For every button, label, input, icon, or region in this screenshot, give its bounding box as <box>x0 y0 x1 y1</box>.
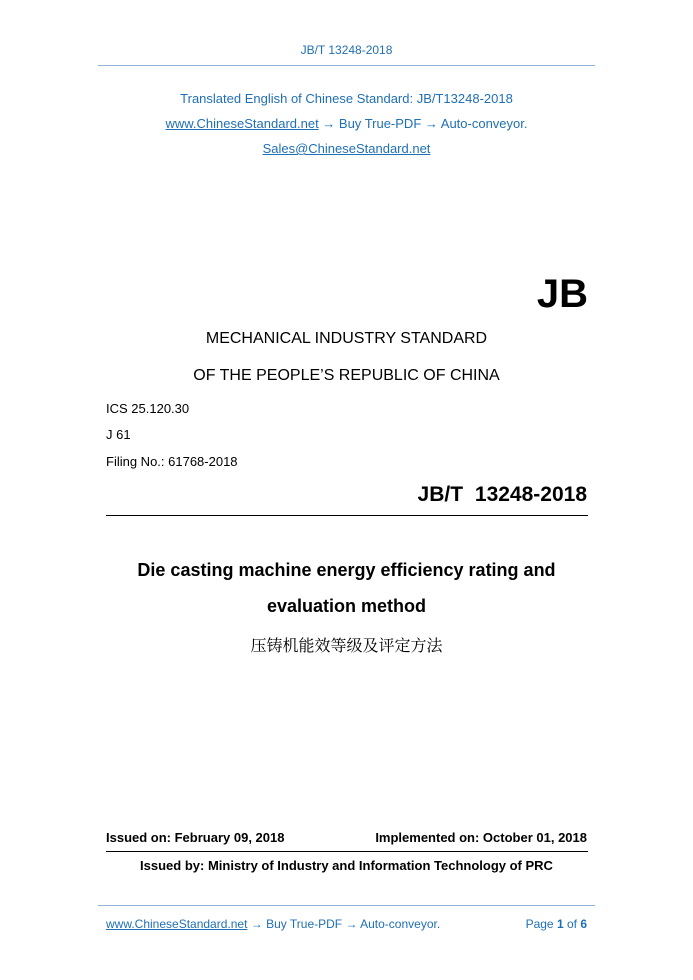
translation-note: Translated English of Chinese Standard: JB/T13248-2018 <box>180 91 513 106</box>
footer-purchase-line <box>106 917 440 931</box>
implemented-date: Implemented on: October 01, 2018 <box>375 830 587 845</box>
page-prefix: Page <box>525 917 557 931</box>
standard-type-line2: OF THE PEOPLE’S REPUBLIC OF CHINA <box>193 367 500 384</box>
dates-rule <box>106 851 588 852</box>
title-en-line1: Die casting machine energy efficiency rating and <box>137 560 556 580</box>
header-divider <box>98 65 595 66</box>
page-number: 1 <box>556 917 564 931</box>
purchase-text: → Buy True-PDF → Auto-conveyor. <box>318 116 528 131</box>
page-total: 6 <box>580 917 587 931</box>
footer-website-link[interactable]: www.ChineseStandard.net <box>106 917 248 931</box>
page-of: of <box>563 917 581 931</box>
ics-code: ICS 25.120.30 <box>106 401 190 416</box>
filing-number: Filing No.: 61768-2018 <box>106 454 238 469</box>
standard-type-line1: MECHANICAL INDUSTRY STANDARD <box>205 330 488 347</box>
standard-number: JB/T 13248-2018 <box>417 483 587 506</box>
standard-code-logo: JB <box>536 272 588 316</box>
title-cn: 压铸机能效等级及评定方法 <box>250 636 443 655</box>
website-link[interactable]: www.ChineseStandard.net <box>165 116 319 131</box>
issued-date: Issued on: February 09, 2018 <box>106 830 285 845</box>
page-indicator <box>526 917 587 931</box>
email-line <box>0 141 693 156</box>
purchase-line <box>0 116 693 131</box>
title-rule <box>106 515 588 516</box>
title-en-line2: evaluation method <box>266 596 427 616</box>
classification-code: J 61 <box>106 427 131 442</box>
running-header: JB/T 13248-2018 <box>300 43 393 57</box>
email-link[interactable]: Sales@ChineseStandard.net <box>262 141 431 156</box>
footer-divider <box>98 905 595 906</box>
issuer: Issued by: Ministry of Industry and Information Technology of PRC <box>140 858 553 873</box>
footer-purchase-text: → Buy True-PDF → Auto-conveyor. <box>247 917 441 931</box>
